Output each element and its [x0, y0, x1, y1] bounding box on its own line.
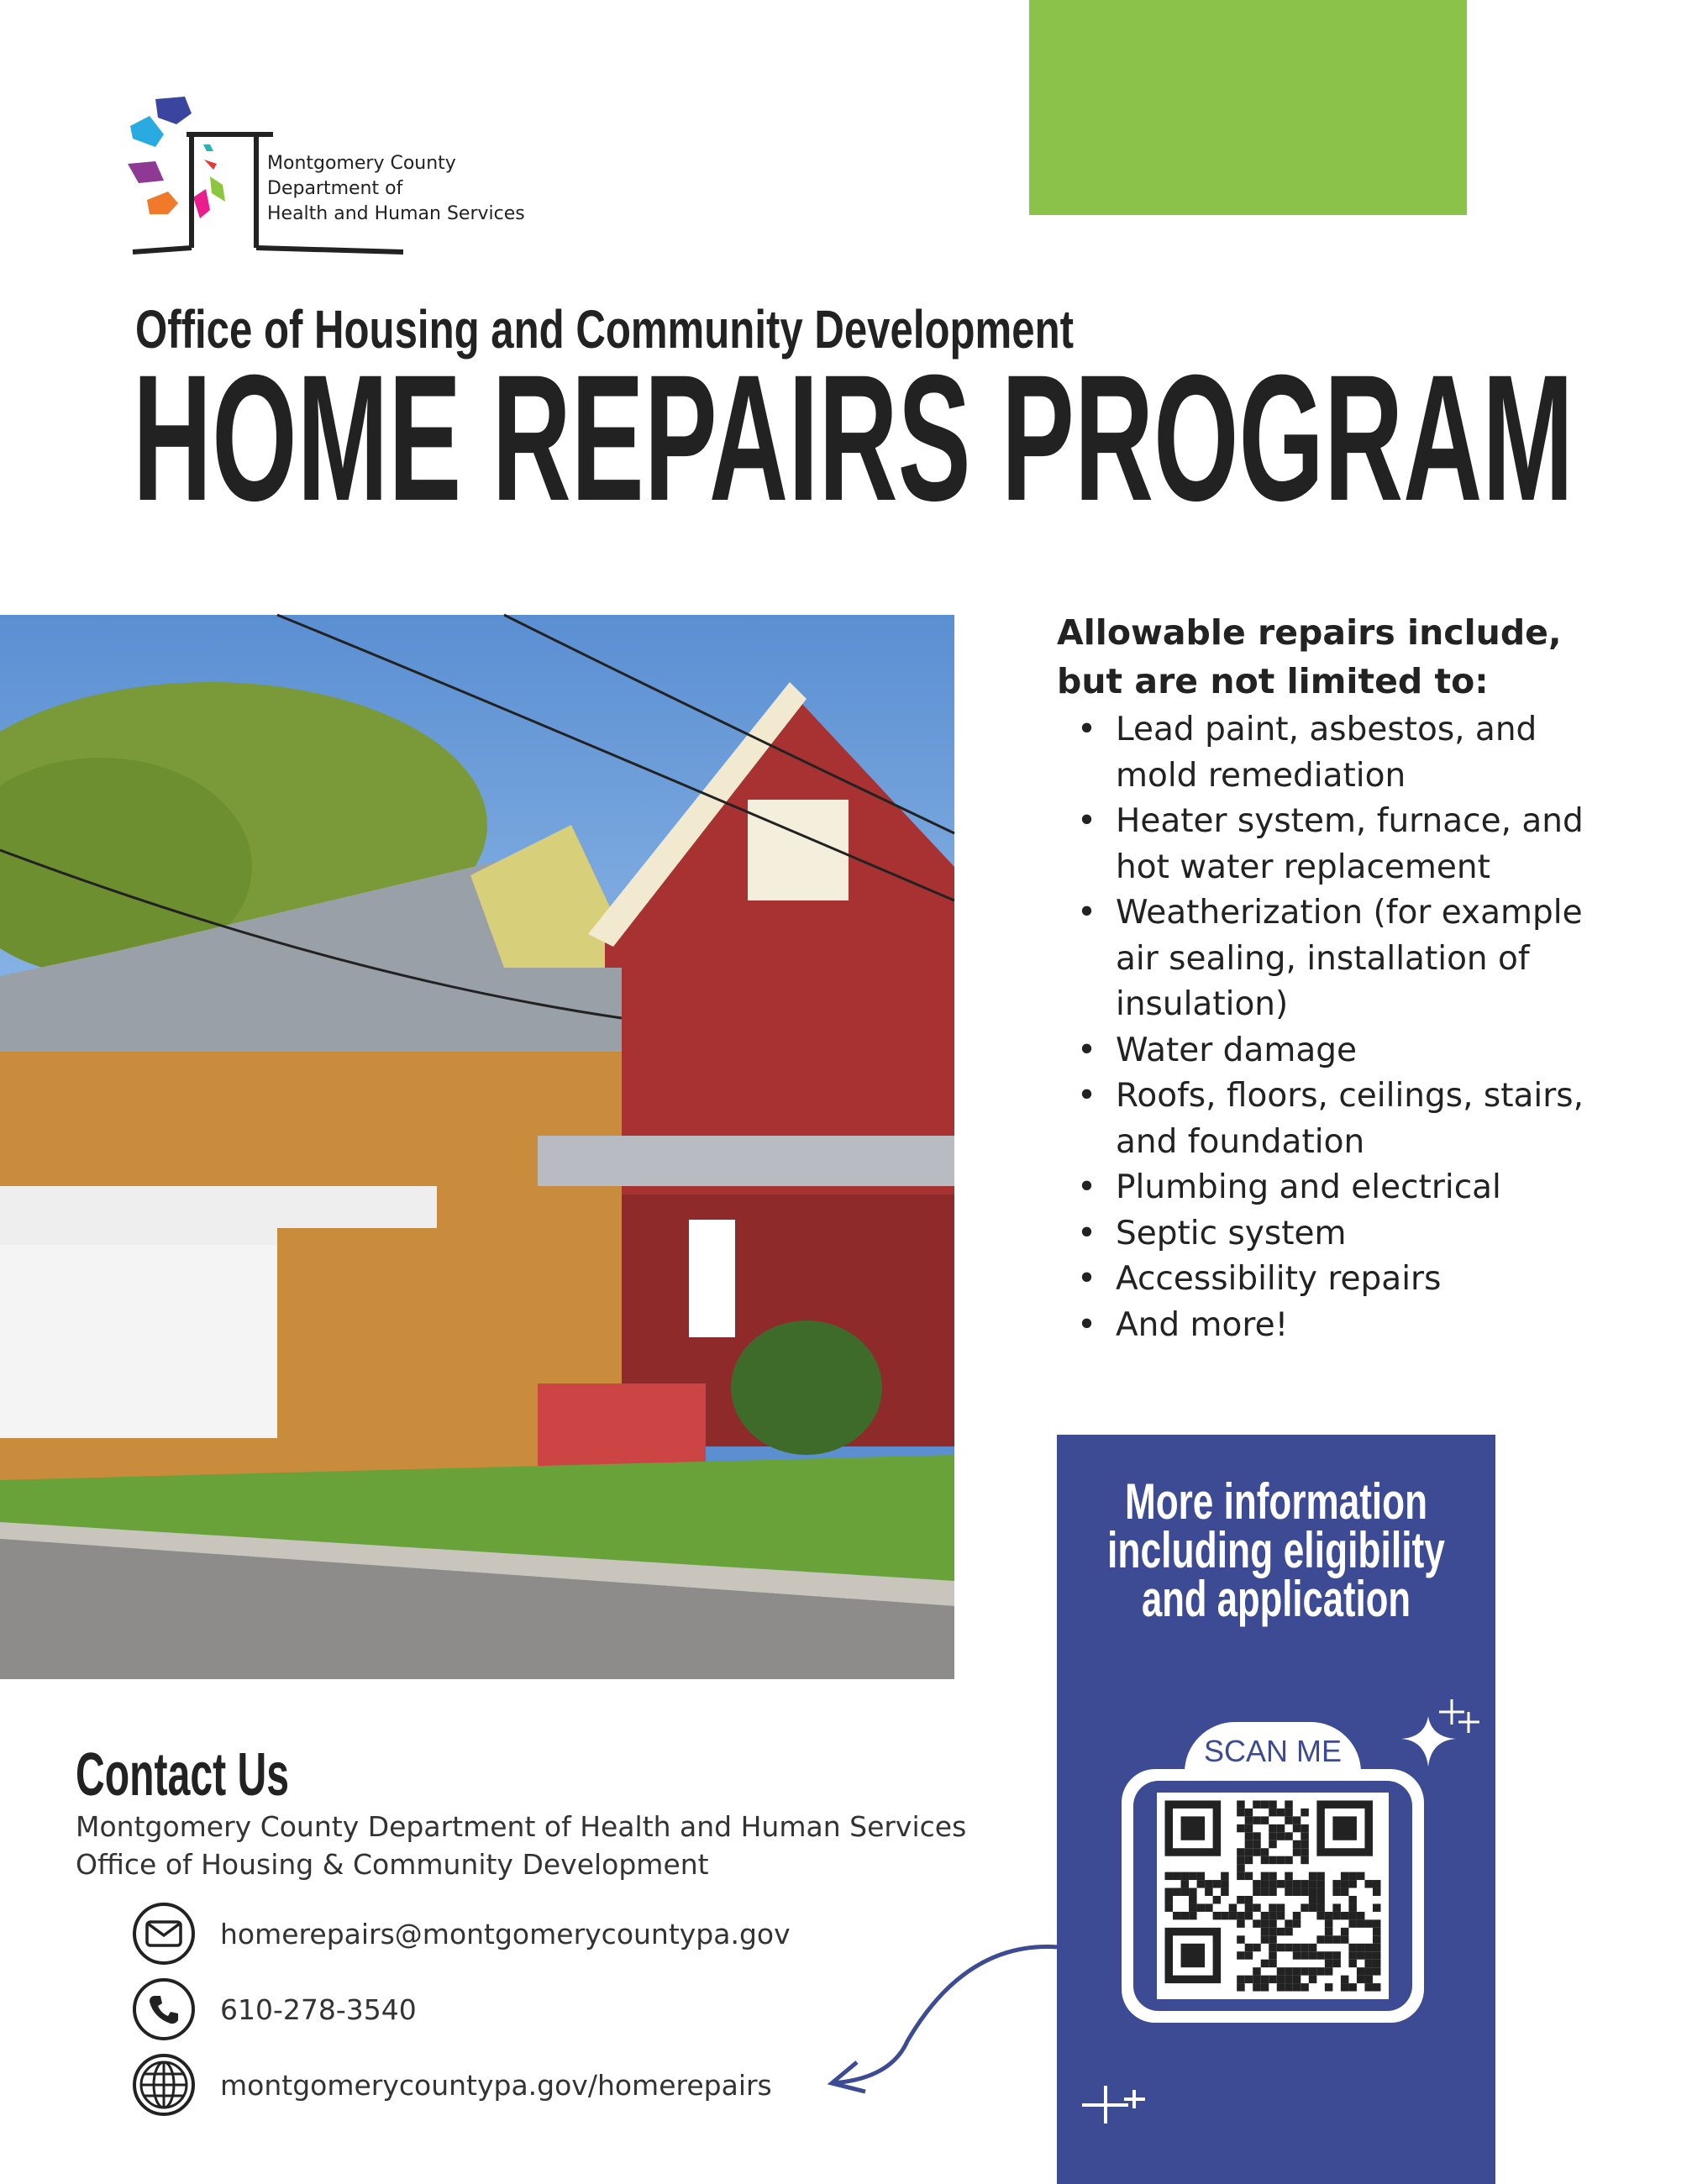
scan-me-label: SCAN ME: [1203, 1734, 1343, 1768]
qr-frame: [1122, 1769, 1424, 2023]
list-item: • Heater system, furnace, and hot water replacement: [1077, 799, 1611, 890]
page-title: HOME REPAIRS PROGRAM: [133, 338, 1574, 538]
list-item: • Weatherization (for example air sealing, installation of insulation): [1077, 890, 1611, 1028]
houses-photo: [0, 615, 954, 1679]
contact-office: Office of Housing & Community Development: [76, 1848, 709, 1881]
contact-org: Montgomery County Department of Health and Human Services: [76, 1810, 967, 1843]
page-title-wrap: [131, 338, 1580, 538]
email-row: [133, 1903, 791, 1965]
list-item: • And more!: [1077, 1303, 1611, 1349]
phone-row: [133, 1978, 417, 2040]
globe-icon: [133, 2054, 195, 2116]
more-info-box: [1057, 1435, 1495, 2184]
info-line: and application: [1142, 1571, 1411, 1627]
green-accent-block: [1029, 0, 1467, 215]
contact-heading: Contact Us: [76, 1741, 289, 1809]
heading-line: Allowable repairs include,: [1057, 612, 1562, 653]
org-line: Department of: [267, 178, 403, 199]
allowable-repairs: [1057, 608, 1611, 1348]
list-item: • Lead paint, asbestos, and mold remediation: [1077, 707, 1611, 799]
repairs-list: [1077, 707, 1611, 1348]
repairs-heading: [1057, 608, 1611, 706]
office-subtitle: Office of Housing and Community Development: [135, 299, 1074, 360]
envelope-icon: [133, 1903, 195, 1965]
org-line: Montgomery County: [267, 153, 456, 174]
org-line: Health and Human Services: [267, 203, 525, 224]
website-link[interactable]: montgomerycountypa.gov/homerepairs: [220, 2068, 772, 2102]
org-name: [267, 151, 525, 227]
phone-number[interactable]: 610-278-3540: [220, 1992, 417, 2026]
list-item: • Plumbing and electrical: [1077, 1165, 1611, 1211]
info-line: More information: [1125, 1473, 1427, 1530]
arrow-icon: [815, 1932, 1067, 2100]
qr-code[interactable]: [1157, 1793, 1389, 1999]
website-row: [133, 2054, 772, 2116]
list-item: • Water damage: [1077, 1028, 1611, 1074]
info-line: including eligibility: [1107, 1522, 1446, 1578]
email-link[interactable]: homerepairs@montgomerycountypa.gov: [220, 1917, 791, 1950]
phone-icon: [133, 1978, 195, 2040]
heading-line: but are not limited to:: [1057, 661, 1489, 701]
list-item: • Accessibility repairs: [1077, 1257, 1611, 1303]
contact-heading-wrap: [76, 1735, 294, 1809]
list-item: • Roofs, floors, ceilings, stairs, and foundation: [1077, 1074, 1611, 1165]
list-item: • Septic system: [1077, 1211, 1611, 1257]
